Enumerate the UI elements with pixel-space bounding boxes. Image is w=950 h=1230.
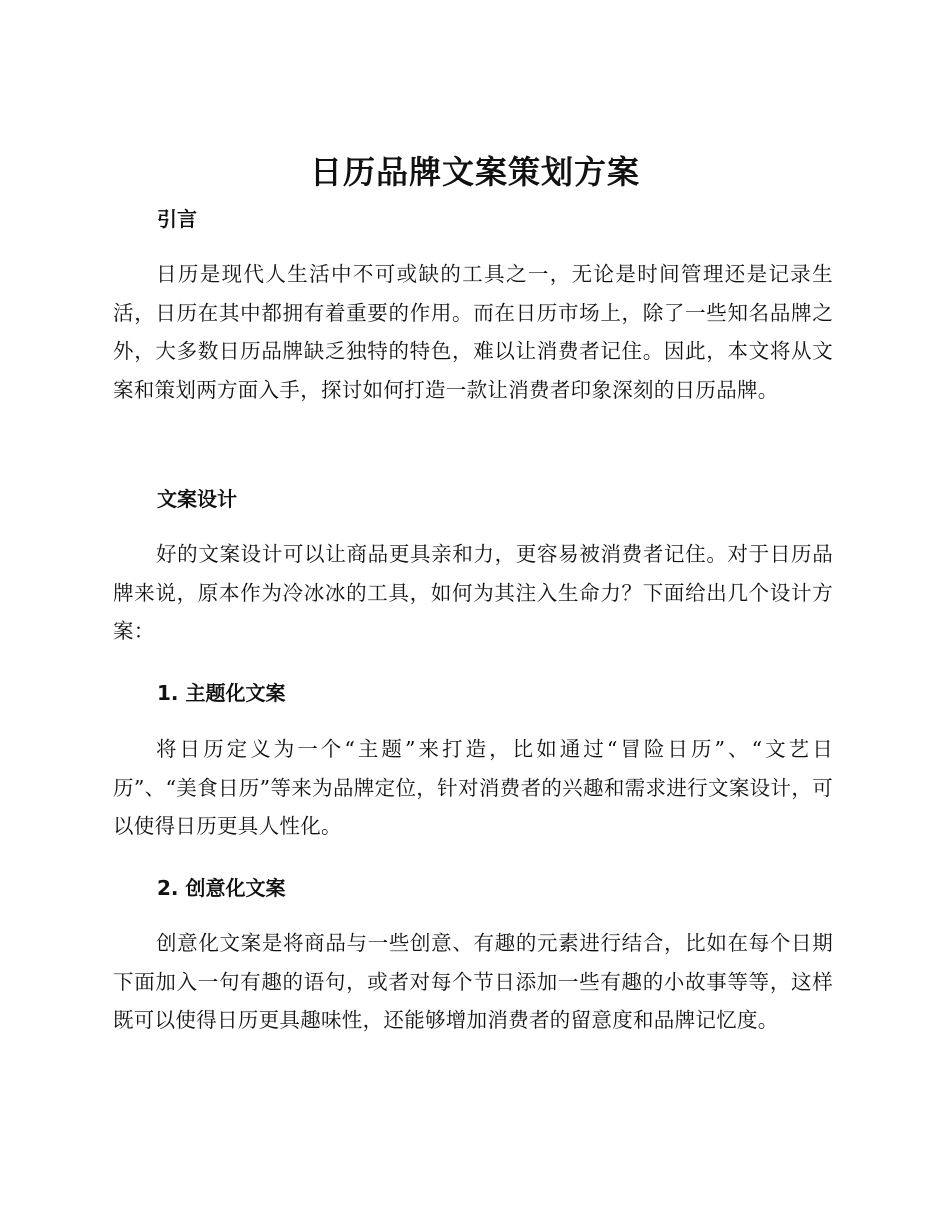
section-heading-creative-copy: 2. 创意化文案 <box>157 876 286 900</box>
section-paragraph-introduction: 日历是现代人生活中不可或缺的工具之一，无论是时间管理还是记录生活，日历在其中都拥有着重要的作用。而在日历市场上，除了一些知名品牌之外，大多数日历品牌缺乏独特的特色，难以让消费者记住。因此，本文将从文案和策划两方面入手，探讨如何打造一款让消费者印象深刻的日历品牌。 <box>113 262 833 402</box>
document-title: 日历品牌文案策划方案 <box>309 153 640 191</box>
section-paragraph-creative-copy: 创意化文案是将商品与一些创意、有趣的元素进行结合，比如在每个日期下面加入一句有趣的语句，或者对每个节日添加一些有趣的小故事等等，这样既可以使得日历更具趣味性，还能够增加消费者的留意度和品牌记忆度。 <box>113 931 833 1032</box>
section-heading-themed-copy: 1. 主题化文案 <box>157 681 286 705</box>
section-paragraph-copy-design: 好的文案设计可以让商品更具亲和力，更容易被消费者记住。对于日历品牌来说，原本作为冷冰冰的工具，如何为其注入生命力？下面给出几个设计方案： <box>113 542 833 643</box>
section-paragraph-themed-copy: 将日历定义为一个“主题”来打造，比如通过“冒险日历”、“文艺日历”、“美食日历”等来为品牌定位，针对消费者的兴趣和需求进行文案设计，可以使得日历更具人性化。 <box>113 737 833 838</box>
section-heading-copy-design: 文案设计 <box>157 487 237 511</box>
section-heading-introduction: 引言 <box>157 207 197 231</box>
